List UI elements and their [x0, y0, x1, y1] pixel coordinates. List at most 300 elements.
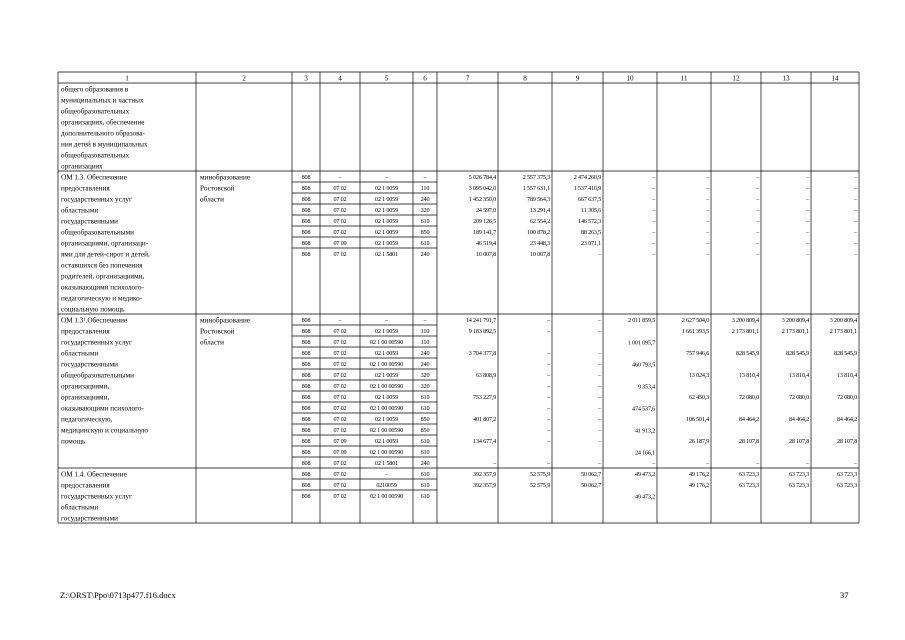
table-cell: 610 — [420, 449, 430, 456]
table-cell: 2 011 859,5 — [628, 317, 655, 324]
table-cell: 110 — [420, 339, 430, 346]
table-cell: 100 878,2 — [527, 229, 550, 236]
item-description: организациями, организаци- — [61, 239, 149, 248]
table-cell: 2 557 375,3 — [522, 174, 550, 181]
table-cell: 808 — [301, 174, 311, 181]
table-cell: 808 — [301, 240, 311, 247]
table-cell: – — [854, 251, 857, 258]
table-cell: 10 007,8 — [475, 251, 496, 258]
table-cell: – — [547, 317, 550, 324]
table-cell: – — [854, 185, 857, 192]
table-cell: 106 501,4 — [686, 416, 709, 423]
table-cell: 07 02 — [333, 196, 347, 203]
table-cell: 28 107,8 — [836, 438, 857, 445]
table-cell: – — [652, 196, 655, 203]
table-cell: – — [756, 460, 759, 467]
table-cell: 13 810,4 — [788, 372, 809, 379]
table-cell: 63 723,3 — [836, 471, 857, 478]
table-cell: 24 597,0 — [475, 207, 496, 214]
table-cell: – — [706, 229, 709, 236]
item-description: государственными — [61, 360, 119, 369]
table-cell: 14 241 791,7 — [465, 317, 496, 324]
table-cell: 757 946,6 — [686, 350, 709, 357]
table-cell: – — [598, 427, 601, 434]
table-cell: – — [598, 405, 601, 412]
table-cell: 240 — [420, 350, 430, 357]
table-cell: – — [423, 174, 427, 181]
table-cell: 49 473,2 — [634, 471, 655, 478]
table-cell: – — [854, 218, 857, 225]
table-cell: 2 627 504,0 — [681, 317, 709, 324]
item-description: организациями, — [61, 393, 110, 402]
table-cell: 02 1 0059 — [375, 328, 398, 335]
item-description: общеобразовательных — [61, 151, 130, 160]
table-cell: 02 1 00 00590 — [370, 427, 403, 434]
item-description: ОМ 1.4. Обеспечение — [61, 470, 127, 479]
executor-name: Ростовской — [200, 327, 235, 336]
table-cell: 808 — [301, 339, 311, 346]
table-cell: 808 — [301, 196, 311, 203]
table-cell: 23 071,1 — [580, 240, 601, 247]
table-cell: 1 452 350,0 — [468, 196, 496, 203]
table-cell: 392 357,9 — [473, 482, 496, 489]
table-cell: – — [806, 460, 809, 467]
table-cell-extra: 41 913,2 — [634, 427, 655, 435]
table-cell: 07 02 — [333, 218, 347, 225]
table-cell: 72 080,0 — [788, 394, 809, 401]
table-cell: 02 1 5801 — [375, 460, 398, 467]
item-description: организациях — [61, 162, 103, 171]
table-cell: 63 723,3 — [738, 471, 759, 478]
column-number: 10 — [626, 74, 634, 83]
table-cell: 07 02 — [333, 361, 347, 368]
table-cell: 07 09 — [333, 438, 347, 445]
table-cell: – — [338, 174, 342, 181]
table-cell: 02 1 0059 — [375, 438, 398, 445]
item-description: государственных услуг — [61, 195, 132, 204]
column-number: 1 — [125, 74, 129, 83]
table-cell: 07 02 — [333, 405, 347, 412]
table-cell: 240 — [420, 251, 430, 258]
table-cell: 07 02 — [333, 460, 347, 467]
table-cell: – — [854, 196, 857, 203]
table-cell: 62 450,3 — [688, 394, 709, 401]
table-cell: – — [598, 317, 601, 324]
table-cell: – — [547, 350, 550, 357]
table-cell: 610 — [420, 405, 430, 412]
table-cell: 320 — [420, 383, 430, 390]
table-cell: – — [598, 460, 601, 467]
item-description: организациях, обеспечение — [61, 118, 145, 127]
table-cell: 392 357,9 — [473, 471, 496, 478]
table-cell: 808 — [301, 427, 311, 434]
table-cell: 808 — [301, 317, 311, 324]
table-cell: 808 — [301, 460, 311, 467]
table-cell: 610 — [420, 471, 430, 478]
table-cell: 240 — [420, 460, 430, 467]
table-cell: 808 — [301, 394, 311, 401]
item-description: общеобразовательных — [61, 107, 130, 116]
table-cell: – — [706, 251, 709, 258]
item-description: муниципальных и частных — [61, 96, 144, 105]
table-cell: – — [706, 174, 709, 181]
table-cell-extra: 24 166,1 — [634, 449, 655, 457]
table-cell: 13 810,4 — [738, 372, 759, 379]
table-cell: 28 107,8 — [788, 438, 809, 445]
table-cell: 84 464,2 — [738, 416, 759, 423]
table-cell: – — [806, 240, 809, 247]
table-cell: – — [854, 460, 857, 467]
table-cell: – — [423, 317, 427, 324]
table-cell: – — [652, 185, 655, 192]
table-cell: – — [598, 251, 601, 258]
executor-name: области — [200, 195, 225, 204]
table-cell: 0210059 — [376, 482, 397, 489]
table-cell: – — [806, 185, 809, 192]
table-cell: 808 — [301, 471, 311, 478]
table-cell: – — [706, 196, 709, 203]
table-cell: 07 02 — [333, 427, 347, 434]
item-description: предоставления — [61, 184, 110, 193]
item-description: оказывающими психолого- — [61, 283, 144, 292]
table-cell: 3 200 809,4 — [731, 317, 759, 324]
table-cell: 07 02 — [333, 339, 347, 346]
table-cell: – — [547, 416, 550, 423]
table-cell: – — [598, 328, 601, 335]
table-cell: – — [756, 174, 759, 181]
column-number: 8 — [523, 74, 527, 83]
table-cell: – — [547, 372, 550, 379]
table-cell: 49 176,2 — [688, 471, 709, 478]
table-cell: 02 1 0059 — [375, 229, 398, 236]
table-cell: 240 — [420, 196, 430, 203]
table-cell: – — [706, 185, 709, 192]
table-cell: 667 637,5 — [578, 196, 601, 203]
table-cell: – — [547, 328, 550, 335]
table-cell: – — [806, 207, 809, 214]
table-cell: 07 02 — [333, 372, 347, 379]
table-cell: – — [652, 207, 655, 214]
table-cell: – — [854, 207, 857, 214]
item-description: ями для детей-сирот и детей, — [61, 250, 150, 259]
table-cell: 828 545,9 — [834, 350, 857, 357]
table-cell: 9 183 892,5 — [468, 328, 496, 335]
table-cell: – — [652, 218, 655, 225]
item-description: областными — [61, 503, 99, 512]
column-number: 2 — [242, 74, 246, 83]
table-cell: – — [806, 196, 809, 203]
table-cell: 134 677,4 — [473, 438, 496, 445]
table-cell: 3 095 042,0 — [468, 185, 496, 192]
table-cell: – — [854, 174, 857, 181]
table-cell: 26 187,9 — [688, 438, 709, 445]
table-cell: – — [598, 383, 601, 390]
table-cell: 28 107,8 — [738, 438, 759, 445]
table-cell: – — [756, 240, 759, 247]
table-cell: 189 141,7 — [473, 229, 496, 236]
table-cell: 808 — [301, 218, 311, 225]
table-cell: 02 1 0059 — [375, 218, 398, 225]
table-cell: 07 02 — [333, 493, 347, 500]
table-cell: 610 — [420, 438, 430, 445]
item-description: родителей, организациями, — [61, 272, 145, 281]
table-cell: 3 704 377,8 — [468, 350, 496, 357]
table-cell: 3 200 809,4 — [829, 317, 857, 324]
table-cell: – — [706, 207, 709, 214]
table-cell: – — [547, 427, 550, 434]
table-cell: 49 176,2 — [688, 482, 709, 489]
item-description: предоставления — [61, 327, 110, 336]
table-cell: 808 — [301, 449, 311, 456]
column-number: 4 — [338, 74, 342, 83]
table-cell: 808 — [301, 361, 311, 368]
table-cell: 2 474 260,9 — [573, 174, 601, 181]
table-cell: 610 — [420, 493, 430, 500]
table-cell: 52 575,9 — [529, 482, 550, 489]
item-description: областными — [61, 206, 99, 215]
table-cell: 02 1 00 00590 — [370, 493, 403, 500]
table-cell: – — [547, 394, 550, 401]
table-cell: – — [385, 174, 388, 181]
table-cell: – — [598, 416, 601, 423]
table-cell: – — [385, 317, 388, 324]
table-cell: – — [652, 240, 655, 247]
table-cell: 850 — [420, 229, 430, 236]
table-cell: 2 173 801,1 — [781, 328, 809, 335]
table-cell: – — [854, 229, 857, 236]
table-cell: 808 — [301, 493, 311, 500]
table-cell: 88 263,5 — [580, 229, 601, 236]
table-cell: 02 1 0059 — [375, 196, 398, 203]
table-cell: 808 — [301, 482, 311, 489]
table-cell: 10 007,8 — [529, 251, 550, 258]
table-cell: – — [854, 240, 857, 247]
table-cell: – — [547, 383, 550, 390]
table-cell-extra: 9 353,4 — [637, 383, 655, 391]
table-cell: – — [547, 460, 550, 467]
table-cell: – — [598, 350, 601, 357]
table-cell: 110 — [420, 185, 430, 192]
table-cell: 02 1 0059 — [375, 416, 398, 423]
table-cell: 46 519,4 — [475, 240, 496, 247]
table-cell: 07 02 — [333, 416, 347, 423]
column-number: 3 — [304, 74, 308, 83]
table-cell: 789 564,3 — [527, 196, 550, 203]
table-cell: – — [385, 471, 388, 478]
table-cell: 63 723,3 — [788, 482, 809, 489]
table-cell: 02 1 00 00590 — [370, 383, 403, 390]
table-cell: – — [547, 361, 550, 368]
table-cell: 07 02 — [333, 251, 347, 258]
table-cell: 02 1 00 00590 — [370, 339, 403, 346]
item-description: организациями, — [61, 382, 110, 391]
item-description: общеобразовательными — [61, 228, 134, 237]
table-cell: 13 024,3 — [688, 372, 709, 379]
table-cell: 02 1 5801 — [375, 251, 398, 258]
table-cell: 02 1 00 00590 — [370, 449, 403, 456]
table-cell: 62 554,2 — [529, 218, 550, 225]
item-description: педагогическую, — [61, 415, 113, 424]
table-cell: 07 02 — [333, 207, 347, 214]
item-description: государственных услуг — [61, 338, 132, 347]
table-cell: 320 — [420, 207, 430, 214]
table-cell: 209 126,5 — [473, 218, 496, 225]
table-cell: 320 — [420, 372, 430, 379]
table-cell: 1 537 410,9 — [573, 185, 601, 192]
table-cell: – — [806, 218, 809, 225]
table-cell: 11 305,6 — [581, 207, 601, 214]
table-cell: – — [652, 174, 655, 181]
table-cell-extra: 474 537,6 — [632, 405, 655, 413]
table-cell: 07 02 — [333, 394, 347, 401]
table-cell: 07 02 — [333, 328, 347, 335]
table-cell: 02 1 0059 — [375, 372, 398, 379]
table-cell: 63 723,3 — [788, 471, 809, 478]
table-cell: 63 808,9 — [475, 372, 496, 379]
executor-name: области — [200, 338, 225, 347]
table-cell: 02 1 0059 — [375, 185, 398, 192]
table-cell: 72 080,0 — [738, 394, 759, 401]
table-cell: – — [756, 185, 759, 192]
table-cell-extra: 1 001 095,7 — [627, 339, 655, 347]
table-cell: 5 026 784,4 — [468, 174, 496, 181]
page-number: 37 — [840, 590, 849, 600]
executor-name: минобразование — [200, 316, 251, 325]
table-cell: – — [756, 218, 759, 225]
table-cell: 07 02 — [333, 229, 347, 236]
table-cell-extra: 460 793,5 — [632, 361, 655, 369]
table-cell: 146 572,3 — [578, 218, 601, 225]
item-description: предоставления — [61, 481, 110, 490]
table-cell: 07 02 — [333, 471, 347, 478]
table-cell: 50 062,7 — [580, 471, 601, 478]
table-cell: 02 1 0059 — [375, 207, 398, 214]
file-path: Z:\ORST\Ppo\0713p477.f16.docx — [60, 590, 176, 600]
table-cell: 610 — [420, 240, 430, 247]
column-number: 12 — [732, 74, 740, 83]
table-cell: – — [652, 460, 655, 467]
table-cell: – — [598, 361, 601, 368]
item-description: оказывающими психолого- — [61, 404, 144, 413]
table-cell: 02 1 00 00590 — [370, 361, 403, 368]
table-cell: – — [652, 229, 655, 236]
table-cell: – — [598, 438, 601, 445]
table-cell: – — [706, 218, 709, 225]
table-cell: 753 227,9 — [473, 394, 496, 401]
table-cell: 02 1 0059 — [375, 394, 398, 401]
table-cell: 110 — [420, 328, 430, 335]
table-cell: 2 173 801,1 — [731, 328, 759, 335]
item-description: государственными — [61, 514, 119, 523]
table-cell: – — [493, 460, 496, 467]
table-cell: 84 464,2 — [788, 416, 809, 423]
table-cell: 1 661 393,5 — [681, 328, 709, 335]
table-cell: 07 02 — [333, 383, 347, 390]
table-cell: 2 173 801,1 — [829, 328, 857, 335]
table-cell: 808 — [301, 416, 311, 423]
table-cell: 52 575,9 — [529, 471, 550, 478]
table-cell: 808 — [301, 251, 311, 258]
table-cell: – — [547, 405, 550, 412]
table-cell: 808 — [301, 350, 311, 357]
table-cell: 240 — [420, 361, 430, 368]
table-cell: – — [598, 372, 601, 379]
item-description: общеобразовательными — [61, 371, 134, 380]
item-description: ния детей в муниципальных — [61, 140, 148, 149]
table-cell: 610 — [420, 394, 430, 401]
table-cell: 84 464,2 — [836, 416, 857, 423]
table-cell: – — [806, 251, 809, 258]
item-description: медицинскую и социальную — [61, 426, 149, 435]
table-cell: 02 1 0059 — [375, 240, 398, 247]
table-cell: 808 — [301, 328, 311, 335]
table-cell-extra: 49 473,2 — [634, 493, 655, 501]
table-cell: 808 — [301, 207, 311, 214]
table-cell: – — [652, 251, 655, 258]
table-cell: – — [756, 229, 759, 236]
table-cell: – — [598, 394, 601, 401]
table-cell: 07 09 — [333, 240, 347, 247]
column-number: 14 — [831, 74, 839, 83]
table-cell: – — [706, 460, 709, 467]
column-number: 5 — [384, 74, 389, 83]
table-cell: – — [547, 438, 550, 445]
table-cell: 13 810,4 — [836, 372, 857, 379]
table-cell: – — [756, 196, 759, 203]
item-description: оставшихся без попечения — [61, 261, 143, 270]
table-cell: 72 080,0 — [836, 394, 857, 401]
column-number: 11 — [680, 74, 688, 83]
column-number: 7 — [465, 74, 470, 83]
column-number: 6 — [423, 74, 427, 83]
table-cell: 808 — [301, 185, 311, 192]
table-cell: 63 723,3 — [738, 482, 759, 489]
table-cell: – — [806, 229, 809, 236]
table-cell: 850 — [420, 416, 430, 423]
column-number: 13 — [782, 74, 790, 83]
table-cell: 808 — [301, 438, 311, 445]
table-cell: 3 200 809,4 — [781, 317, 809, 324]
table-cell: – — [756, 251, 759, 258]
table-cell: 13 291,4 — [529, 207, 550, 214]
table-cell: 07 02 — [333, 350, 347, 357]
table-cell: 808 — [301, 405, 311, 412]
item-description: помощь — [61, 437, 86, 446]
item-description: ОМ 1.3¹.Обеспечение — [61, 316, 128, 325]
item-description: социальную помощь — [61, 305, 125, 314]
item-description: государственными — [61, 217, 119, 226]
table-cell: 828 545,9 — [736, 350, 759, 357]
table-cell: 07 02 — [333, 482, 347, 489]
table-cell: – — [806, 174, 809, 181]
executor-name: минобразование — [200, 173, 251, 182]
table-cell: 02 1 0059 — [375, 350, 398, 357]
table-cell: 850 — [420, 427, 430, 434]
item-description: педагогическую и медико- — [61, 294, 143, 303]
item-description: ОМ 1.3. Обеспечение — [61, 173, 127, 182]
table-cell: 50 062,7 — [580, 482, 601, 489]
item-description: дополнительного образова- — [61, 129, 145, 138]
column-number: 9 — [575, 74, 580, 83]
table-cell: – — [706, 240, 709, 247]
table-cell: 808 — [301, 229, 311, 236]
table-cell: 401 807,2 — [473, 416, 496, 423]
table-cell: 23 448,3 — [529, 240, 550, 247]
table-cell: 1 557 631,1 — [522, 185, 550, 192]
table-cell: 07 02 — [333, 185, 347, 192]
table-cell: – — [338, 317, 342, 324]
executor-name: Ростовской — [200, 184, 235, 193]
